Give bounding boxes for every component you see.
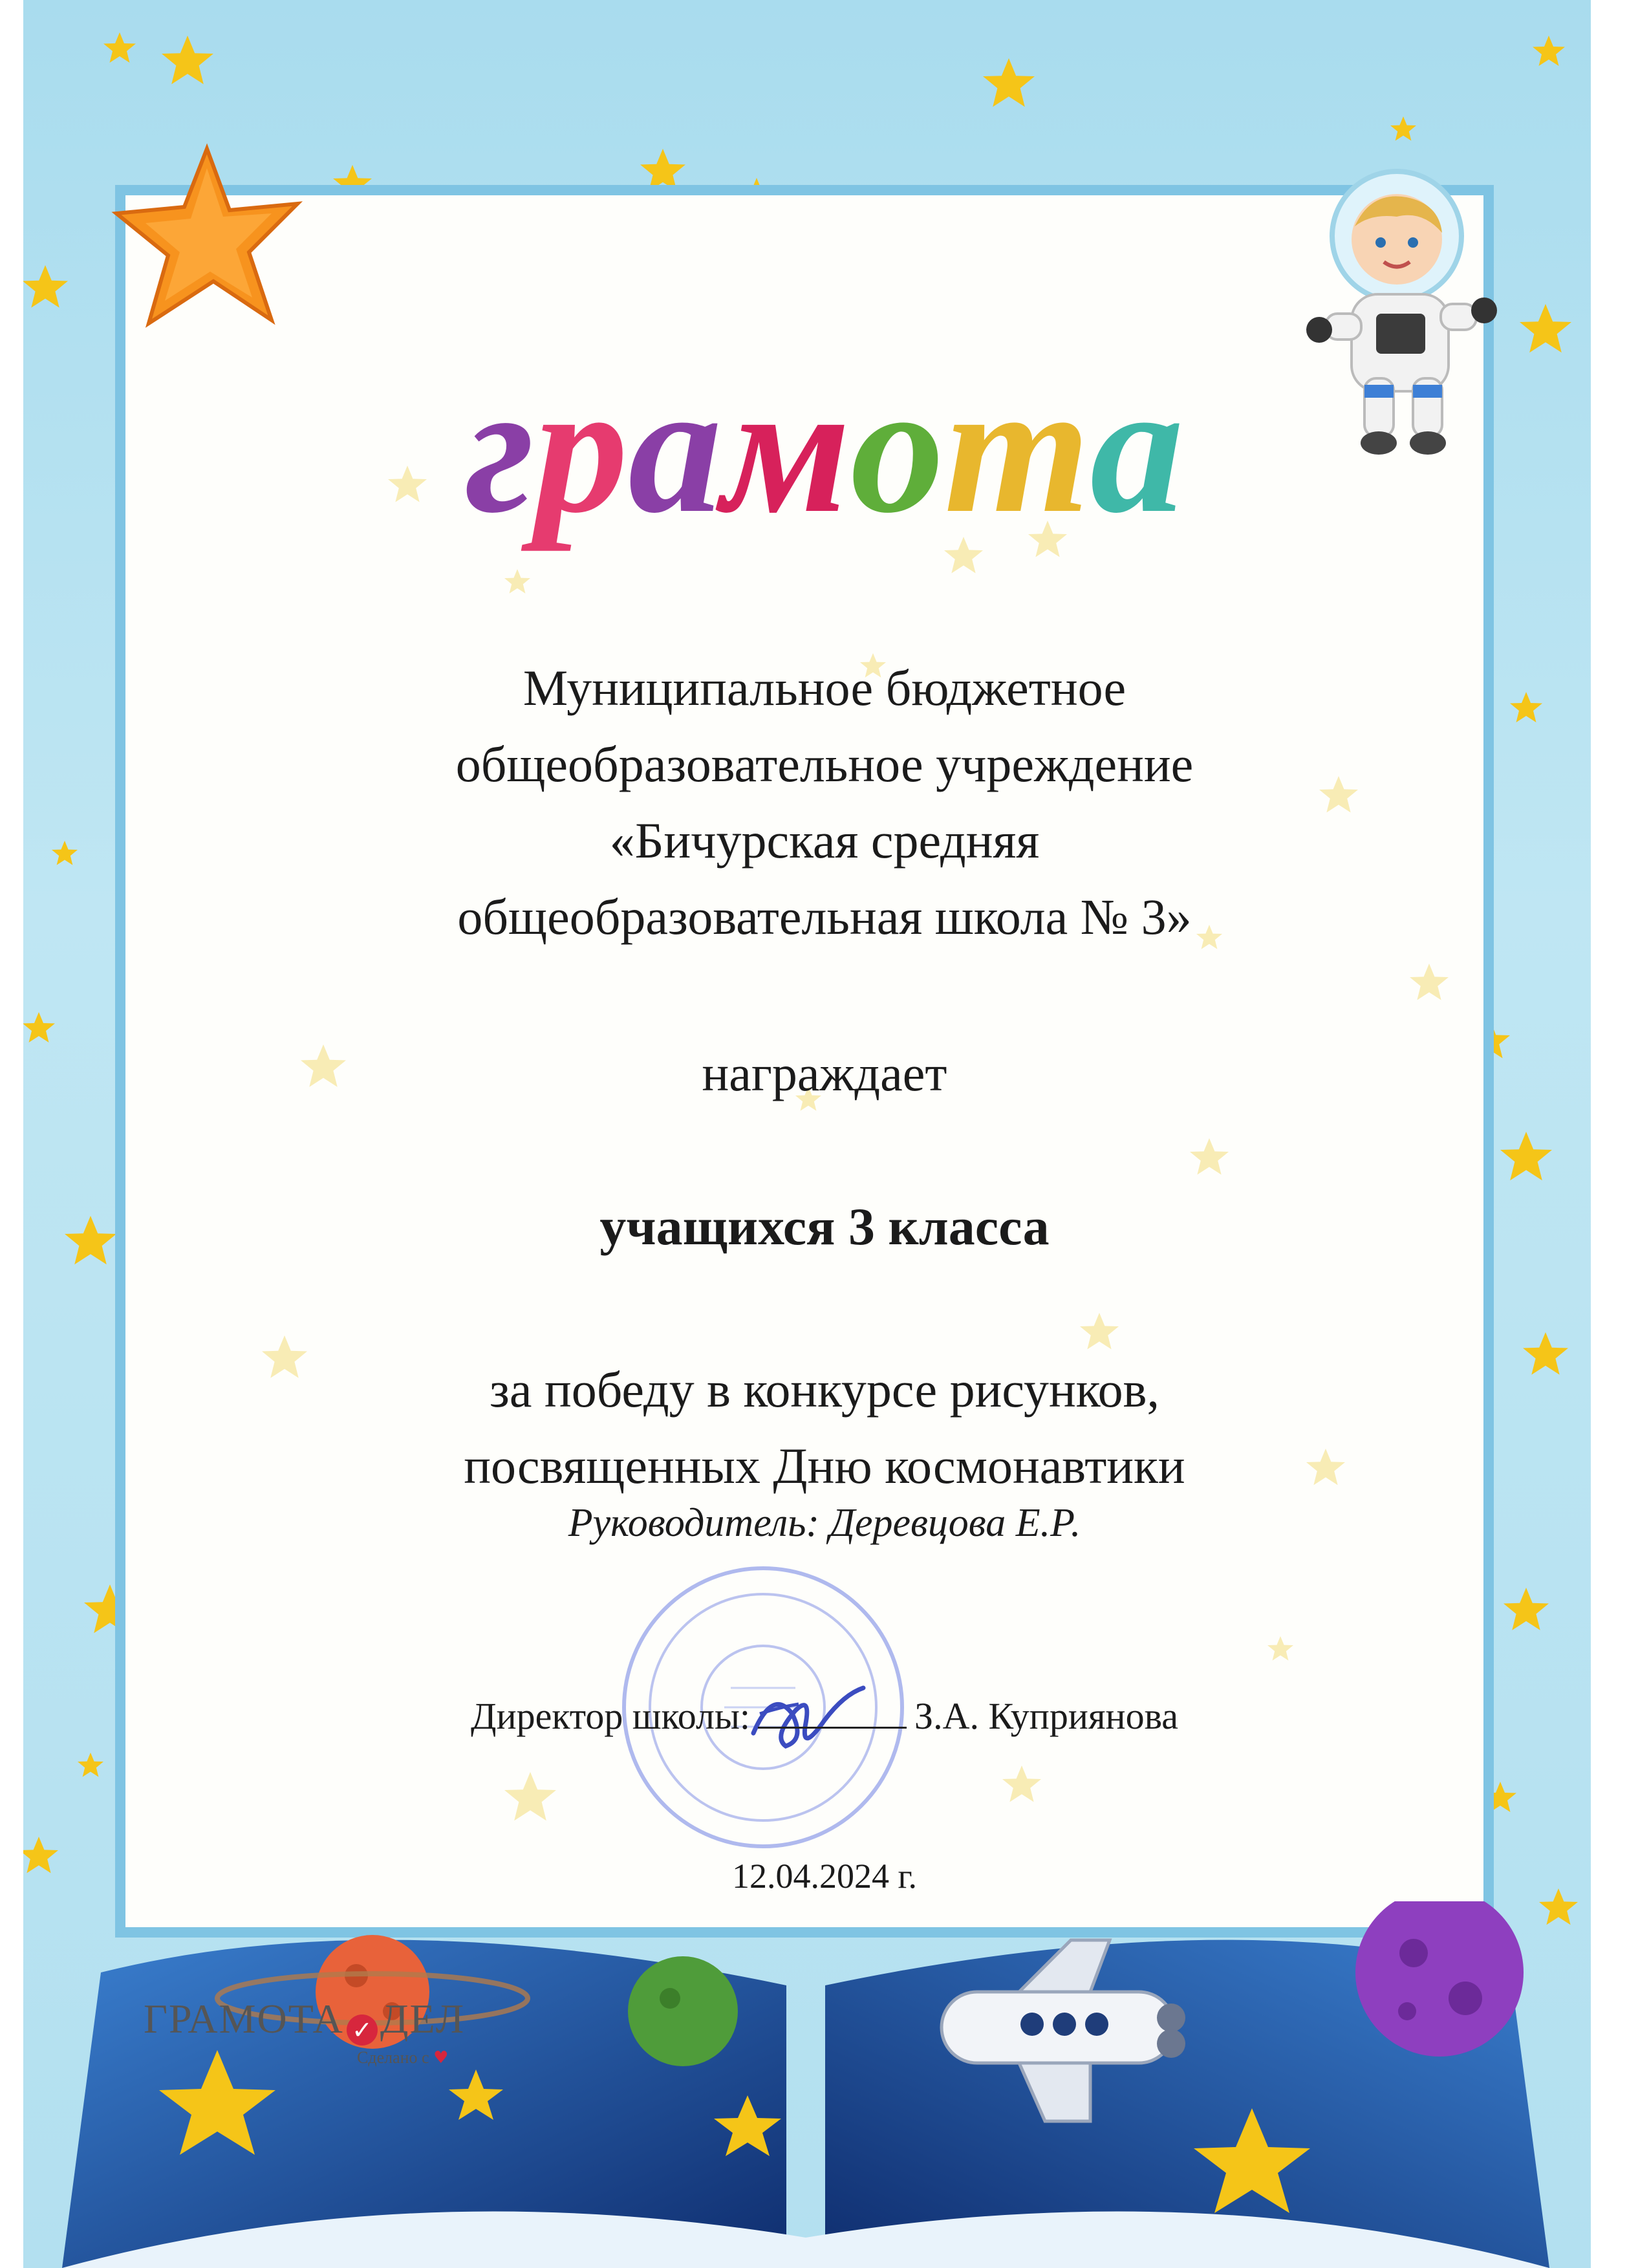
- orange-star-icon: [110, 142, 317, 356]
- heart-icon: ♥: [433, 2048, 449, 2068]
- astronaut-icon: [1300, 165, 1533, 469]
- director-name: З.А. Куприянова: [914, 1695, 1178, 1737]
- recipient: учащихся 3 класса: [599, 1197, 1050, 1256]
- space-book-scene: [23, 1901, 1591, 2268]
- svg-text:грамота: грамота: [465, 362, 1184, 552]
- award-date: 12.04.2024 г.: [731, 1857, 918, 1895]
- director-signature-line: [0, 1694, 1649, 1738]
- title-gramota: [414, 362, 1235, 582]
- awards-word: награждает: [702, 1045, 947, 1101]
- signature-blank: [758, 1694, 907, 1729]
- logo-check-icon: ✓: [347, 2014, 378, 2046]
- logo-tagline-text: Сделано с: [357, 2048, 429, 2067]
- supervisor: Руководитель: Деревцова Е.Р.: [568, 1501, 1081, 1545]
- gramota-del-logo: [144, 1995, 466, 2068]
- organization-line: общеобразовательное учреждение: [455, 736, 1194, 792]
- organization-line: «Бичурская средняя: [609, 812, 1040, 869]
- organization-name: [0, 650, 1649, 955]
- organization-line: Муниципальное бюджетное: [523, 660, 1126, 716]
- director-label: Директор школы:: [471, 1695, 751, 1737]
- reason-line: за победу в конкурсе рисунков,: [490, 1361, 1159, 1418]
- scan-margin-right: [1591, 0, 1649, 2268]
- reason-line: посвященных Дню космонавтики: [464, 1438, 1185, 1494]
- logo-right: ДЕЛ: [380, 1996, 466, 2042]
- logo-tagline: [357, 2048, 448, 2068]
- organization-line: общеобразовательная школа № 3»: [457, 889, 1192, 945]
- award-reason: [0, 1352, 1649, 1504]
- logo-left: ГРАМОТА: [144, 1996, 344, 2042]
- scan-margin-left: [0, 0, 23, 2268]
